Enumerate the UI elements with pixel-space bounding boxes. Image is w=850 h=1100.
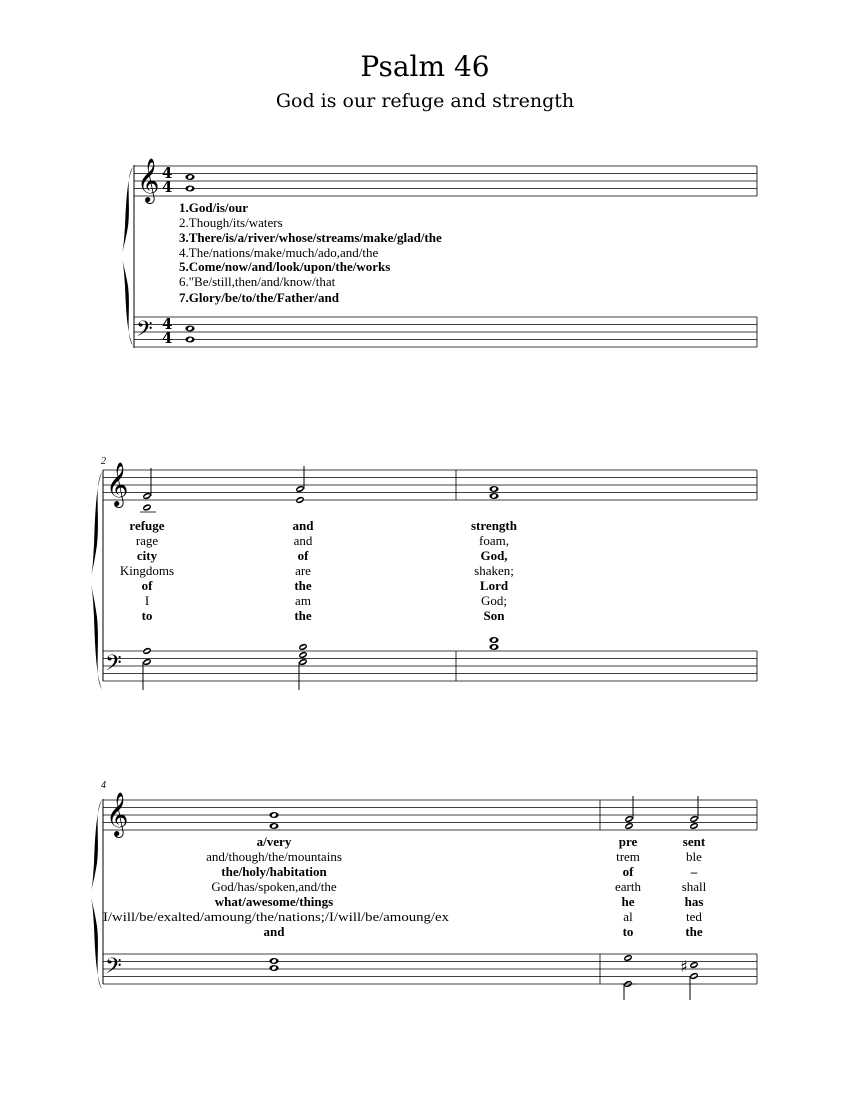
lyric: ble (686, 849, 702, 864)
system-1 (121, 158, 757, 348)
lyric: the (685, 924, 703, 939)
lyric-verse-7: 7.Glory/be/to/the/Father/and (179, 290, 339, 305)
time-signature-bottom: 4 (162, 329, 173, 347)
note (185, 174, 194, 180)
note (185, 337, 194, 343)
measure-number: 2 (101, 456, 106, 467)
lyric: the/holy/habitation (221, 864, 327, 879)
lyric: refuge (129, 518, 165, 533)
lyrics-system-2 (120, 518, 518, 623)
bass-clef-icon: 𝄢 (136, 317, 153, 347)
bass-clef-icon: 𝄢 (105, 651, 122, 681)
measure-number: 4 (101, 780, 106, 791)
lyric-verse-1: 1.God/is/our (179, 200, 248, 215)
lyric: – (690, 864, 698, 879)
page-title: Psalm 46 (360, 50, 490, 83)
treble-staff (134, 166, 757, 196)
note (269, 965, 278, 971)
lyric: God/has/spoken,and/the (211, 879, 337, 894)
chord (624, 796, 634, 830)
chord (140, 468, 156, 512)
bass-clef-icon: 𝄢 (105, 954, 122, 984)
system-2 (90, 456, 757, 690)
lyric: city (136, 548, 158, 563)
lyric: Kingdoms (119, 563, 175, 578)
note (269, 823, 278, 829)
treble-clef-icon: 𝄞 (106, 792, 129, 836)
time-signature-top: 4 (162, 315, 173, 333)
lyric: are (295, 563, 311, 578)
lyric: I (144, 593, 150, 608)
lyric: sent (682, 834, 706, 849)
note (489, 644, 498, 650)
lyric-verse-2: 2.Though/its/waters (179, 215, 283, 230)
note (489, 493, 498, 499)
treble-staff (103, 800, 757, 830)
lyric: God; (481, 593, 507, 608)
lyric: God, (480, 548, 508, 563)
lyric: trem (616, 849, 640, 864)
chord (142, 647, 152, 690)
lyric: pre (618, 834, 638, 849)
lyric: al (623, 909, 633, 924)
brace-icon (121, 167, 133, 346)
lyric: I/will/be/exalted/amoung/the/nations;/I/will/be/amoung/ex (103, 909, 450, 924)
lyric: and (292, 518, 314, 533)
lyric: what/awesome/things (214, 894, 334, 909)
lyric: has (684, 894, 704, 909)
bass-staff (103, 651, 757, 681)
lyric: am (295, 593, 311, 608)
time-signature-bottom: 4 (162, 178, 173, 196)
treble-clef-icon: 𝄞 (106, 462, 129, 506)
time-signature-top: 4 (162, 164, 173, 182)
lyric: of (297, 548, 309, 563)
lyric: the (294, 608, 312, 623)
lyric: of (622, 864, 634, 879)
lyric: a/very (256, 834, 292, 849)
lyric: earth (615, 879, 641, 894)
sharp-icon: ♯ (680, 957, 688, 976)
system-3 (90, 780, 757, 1000)
note (185, 186, 194, 192)
lyric: to (141, 608, 153, 623)
lyric: ted (686, 909, 702, 924)
lyric: and (263, 924, 285, 939)
note (269, 812, 278, 818)
chord (689, 796, 699, 830)
lyric-verse-4: 4.The/nations/make/much/ado,and/the (179, 245, 379, 260)
bass-staff (103, 954, 757, 984)
lyric: and/though/the/mountains (206, 849, 342, 864)
lyric: of (141, 578, 153, 593)
lyric-verse-5: 5.Come/now/and/look/upon/the/works (179, 259, 391, 274)
treble-clef-icon: 𝄞 (137, 158, 160, 202)
chord (680, 957, 699, 1000)
lyrics-system-3 (103, 834, 707, 939)
lyric-verse-3: 3.There/is/a/river/whose/streams/make/glad/the (179, 230, 442, 245)
note (269, 958, 278, 964)
treble-staff (103, 470, 757, 500)
lyric: rage (135, 533, 159, 548)
lyric: strength (471, 518, 517, 533)
lyric: he (621, 894, 635, 909)
lyric: shall (681, 879, 707, 894)
lyric-verse-6: 6."Be/still,then/and/know/that (179, 274, 336, 289)
brace-icon (90, 472, 102, 690)
bass-staff (134, 317, 757, 347)
brace-icon (90, 800, 102, 989)
page-subtitle: God is our refuge and strength (275, 90, 575, 112)
note (489, 637, 498, 643)
lyric: Son (483, 608, 505, 623)
lyric: shaken; (474, 563, 514, 578)
note (489, 486, 498, 492)
note (185, 326, 194, 332)
lyric: to (622, 924, 634, 939)
lyric: foam, (479, 533, 509, 548)
lyric: and (293, 533, 313, 548)
lyric: Lord (479, 578, 509, 593)
lyric: the (294, 578, 312, 593)
lyrics-system-1 (179, 200, 442, 305)
